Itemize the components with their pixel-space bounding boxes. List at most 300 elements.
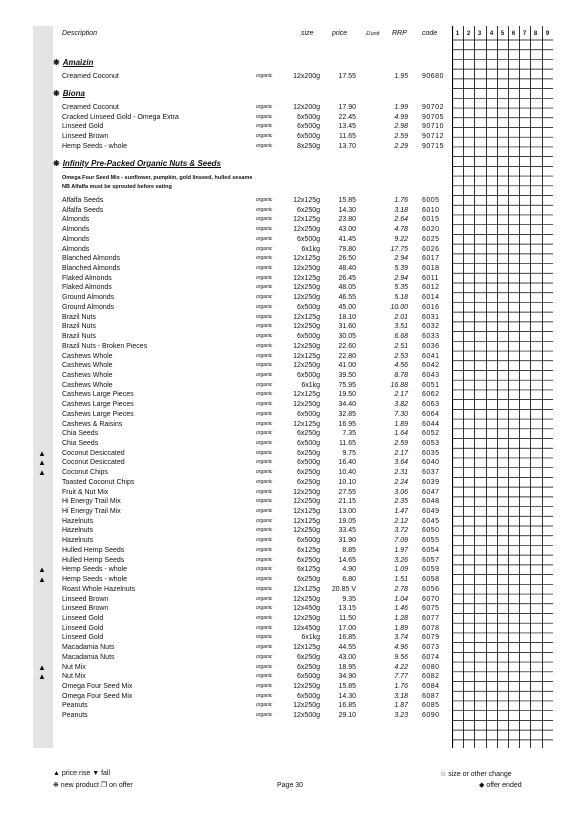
product-description: Cashews Whole [62, 352, 113, 360]
product-row[interactable] [0, 103, 585, 112]
organic-label: organic [256, 381, 273, 388]
product-code: 6042 [422, 362, 440, 370]
product-price: 79.80 [338, 245, 356, 253]
product-size: 6x250g [297, 469, 320, 477]
product-rrp: 2.12 [394, 517, 408, 525]
product-price: 7.35 [342, 430, 356, 438]
organic-label: organic [256, 702, 273, 709]
product-price: 30.05 [338, 333, 356, 341]
product-row[interactable] [0, 235, 585, 244]
product-description: Ground Almonds [62, 294, 115, 302]
product-rrp: 2.24 [394, 478, 408, 486]
product-code: 6052 [422, 430, 440, 438]
product-price: 13.15 [338, 605, 356, 613]
product-price: 22.80 [338, 352, 356, 360]
product-code: 6084 [422, 683, 440, 690]
product-price: 41.00 [338, 362, 356, 370]
product-price: 43.00 [338, 653, 356, 661]
product-description: Peanuts [62, 702, 88, 710]
product-code: 6064 [422, 410, 440, 418]
product-description: Cracked Linseed Gold - Omega Extra [62, 113, 179, 121]
product-code: 6051 [422, 381, 440, 389]
product-row[interactable] [0, 701, 585, 710]
organic-label: organic [256, 274, 273, 281]
product-size: 12x125g [293, 216, 320, 224]
product-size: 12x125g [293, 585, 320, 593]
organic-label: organic [256, 123, 273, 130]
product-description: Linseed Gold [62, 123, 104, 131]
product-row[interactable] [0, 206, 585, 215]
product-size: 12x250g [293, 595, 320, 603]
organic-label: organic [256, 644, 273, 651]
product-row[interactable] [0, 692, 585, 701]
product-size: 12x250g [293, 265, 320, 273]
product-row[interactable] [0, 682, 585, 691]
product-row[interactable] [0, 575, 585, 584]
product-rrp: 1.28 [394, 614, 408, 622]
product-description: Peanuts [62, 712, 88, 720]
product-description: Chia Seeds [62, 440, 99, 447]
organic-label: organic [256, 333, 273, 340]
product-rrp: 2.29 [394, 142, 408, 150]
order-column-1: 1 [455, 31, 460, 37]
product-price: 21.15 [338, 498, 356, 506]
product-rrp: 1.89 [394, 420, 408, 428]
product-code: 6015 [422, 216, 440, 224]
product-description: Blanched Almonds [62, 265, 120, 273]
product-size: 12x250g [293, 683, 320, 690]
product-code: 6049 [422, 508, 440, 516]
product-row[interactable] [0, 604, 585, 613]
page-number: Page 30 [277, 782, 304, 789]
product-rrp: 2.51 [394, 342, 408, 350]
product-code: 6031 [422, 313, 440, 321]
organic-label: organic [256, 683, 273, 689]
organic-label: organic [256, 303, 273, 310]
product-description: Hazelnuts [62, 527, 94, 535]
product-code: 6059 [422, 566, 440, 574]
product-description: Cashews & Raisins [62, 420, 123, 428]
price-rise-marker: ▲ [38, 458, 46, 468]
product-size: 6x250g [297, 206, 320, 214]
product-row[interactable] [0, 468, 585, 477]
product-price: 45.00 [338, 303, 356, 311]
product-row[interactable] [0, 283, 585, 292]
product-description: Linseed Gold [62, 614, 104, 622]
product-code: 6041 [422, 352, 440, 360]
product-size: 6x125g [297, 566, 320, 574]
product-rrp: 4.96 [394, 644, 408, 652]
product-code: 6016 [422, 303, 440, 311]
product-rrp: 9.22 [394, 235, 408, 243]
product-code: 6048 [422, 498, 440, 506]
product-row[interactable] [0, 215, 585, 224]
organic-label: organic [256, 517, 273, 524]
product-rrp: 2.53 [394, 352, 408, 360]
product-row[interactable] [0, 381, 585, 390]
product-description: Toasted Coconut Chips [62, 478, 135, 486]
product-rrp: 4.78 [394, 226, 408, 234]
product-description: Linseed Gold [62, 634, 104, 642]
product-size: 12x125g [293, 352, 320, 360]
product-price: 22.60 [338, 342, 356, 350]
product-row[interactable] [0, 653, 585, 662]
product-row[interactable] [0, 132, 585, 141]
organic-label: organic [256, 459, 273, 466]
product-rrp: 8.78 [394, 371, 408, 379]
header-description: Description [62, 30, 98, 37]
product-row[interactable] [0, 322, 585, 331]
product-description: Alfalfa Seeds [62, 206, 104, 214]
product-size: 12x125g [293, 644, 320, 652]
product-description: Hulled Hemp Seeds [62, 556, 125, 564]
product-size: 6x250g [297, 556, 320, 564]
product-row[interactable] [0, 429, 585, 438]
product-rrp: 7.77 [394, 673, 408, 681]
product-description: Ground Almonds [62, 303, 115, 311]
product-row[interactable] [0, 526, 585, 535]
product-code: 6045 [422, 517, 440, 525]
product-row[interactable] [0, 663, 585, 672]
product-price: 4.90 [342, 566, 356, 574]
product-price: 41.45 [338, 235, 356, 243]
product-rrp: 2.59 [394, 440, 408, 447]
note-alfalfa: NB Alfalfa must be sprouted before eating [62, 184, 172, 190]
product-rrp: 2.31 [394, 469, 408, 477]
product-size: 6x500g [297, 235, 320, 243]
product-size: 6x1kg [301, 634, 320, 642]
product-rrp: 1.87 [394, 702, 408, 710]
product-row[interactable] [0, 497, 585, 506]
product-row[interactable] [0, 122, 585, 131]
product-rrp: 1.89 [394, 624, 408, 632]
product-row[interactable] [0, 390, 585, 399]
product-description: Cashews Whole [62, 371, 113, 379]
organic-label: organic [256, 401, 273, 408]
organic-label: organic [256, 498, 273, 505]
product-description: Hemp Seeds - whole [62, 566, 127, 574]
product-row[interactable] [0, 293, 585, 302]
organic-label: organic [256, 546, 273, 553]
product-description: Hazelnuts [62, 517, 94, 525]
product-price: 19.05 [338, 517, 356, 525]
product-row[interactable] [0, 313, 585, 322]
organic-label: organic [256, 284, 273, 291]
product-size: 12x125g [293, 255, 320, 263]
organic-label: organic [256, 673, 273, 680]
product-row[interactable] [0, 478, 585, 487]
organic-label: organic [256, 614, 273, 621]
product-description: Cashews Large Pieces [62, 391, 134, 399]
order-column-2: 2 [466, 31, 471, 37]
organic-label: organic [256, 104, 273, 110]
product-row[interactable] [0, 711, 585, 720]
product-row[interactable] [0, 113, 585, 122]
product-description: Creamed Coconut [62, 73, 119, 80]
product-code: 6005 [422, 197, 440, 204]
product-row[interactable] [0, 507, 585, 516]
product-row[interactable] [0, 264, 585, 273]
legend-offer-ended: ◆ offer ended [479, 782, 522, 789]
product-code: 6057 [422, 556, 440, 564]
product-row[interactable] [0, 303, 585, 312]
product-price: 6.80 [342, 576, 356, 584]
product-row[interactable] [0, 585, 585, 594]
header-rrp: RRP [392, 30, 407, 37]
product-rrp: 7.09 [394, 537, 408, 545]
product-row[interactable] [0, 245, 585, 254]
order-column-3: 3 [477, 31, 482, 37]
product-rrp: 2.64 [394, 216, 408, 224]
product-description: Omega Four Seed Mix [62, 683, 133, 690]
order-column-7: 7 [522, 31, 527, 37]
product-row[interactable] [0, 449, 585, 458]
product-price: 10.40 [338, 469, 356, 477]
product-code: 90680 [422, 73, 444, 80]
product-size: 12x500g [293, 712, 320, 720]
product-price: 20.85 V [331, 585, 356, 593]
product-price: 33.45 [338, 527, 356, 535]
product-rrp: 1.95 [394, 73, 408, 80]
product-row[interactable] [0, 517, 585, 526]
product-description: Brazil Nuts [62, 323, 96, 331]
product-row[interactable] [0, 352, 585, 361]
product-price: 48.40 [338, 265, 356, 273]
product-row[interactable] [0, 420, 585, 429]
product-row[interactable] [0, 274, 585, 283]
product-rrp: 3.06 [394, 488, 408, 496]
product-row[interactable] [0, 225, 585, 234]
product-rrp: 2.01 [394, 313, 408, 321]
product-code: 6062 [422, 391, 440, 399]
organic-label: organic [256, 133, 273, 140]
product-code: 6070 [422, 595, 440, 603]
product-rrp: 4.56 [394, 362, 408, 370]
product-price: 31.60 [338, 323, 356, 331]
product-size: 12x250g [293, 226, 320, 234]
product-code: 6053 [422, 440, 440, 447]
product-code: 6018 [422, 265, 440, 273]
product-price: 46.55 [338, 294, 356, 302]
product-row[interactable] [0, 556, 585, 565]
product-code: 6056 [422, 585, 440, 593]
product-size: 12x250g [293, 702, 320, 710]
product-code: 6073 [422, 644, 440, 652]
product-size: 6x500g [297, 371, 320, 379]
note-omega-mix: Omega Four Seed Mix - sunflower, pumpkin, gold linseed, hulled sesame [62, 175, 253, 181]
product-row[interactable] [0, 342, 585, 351]
product-rrp: 6.68 [394, 333, 408, 341]
product-description: Brazil Nuts [62, 313, 96, 321]
product-price: 16.85 [338, 634, 356, 642]
price-rise-marker: ▲ [38, 672, 46, 682]
brand-heading-infinity: ❋ Infinity Pre-Packed Organic Nuts & Seeds [53, 159, 221, 168]
product-row[interactable] [0, 410, 585, 419]
product-size: 12x125g [293, 420, 320, 428]
organic-label: organic [256, 410, 273, 417]
product-description: Nut Mix [62, 673, 86, 681]
product-price: 17.00 [338, 624, 356, 632]
product-description: Hazelnuts [62, 537, 94, 545]
product-price: 48.05 [338, 284, 356, 292]
product-size: 6x250g [297, 449, 320, 457]
product-description: Macadamia Nuts [62, 653, 115, 661]
product-row[interactable] [0, 458, 585, 467]
organic-label: organic [256, 624, 273, 631]
organic-label: organic [256, 362, 273, 369]
product-row[interactable] [0, 643, 585, 652]
order-column-6: 6 [511, 31, 516, 37]
product-size: 6x1kg [301, 381, 320, 389]
product-rrp: 7.30 [394, 410, 408, 418]
header-code: code [422, 30, 438, 37]
organic-label: organic [256, 206, 273, 213]
product-size: 6x500g [297, 673, 320, 681]
product-rrp: 3.64 [394, 459, 408, 467]
product-code: 6077 [422, 614, 440, 622]
product-code: 6026 [422, 245, 440, 253]
organic-label: organic [256, 653, 273, 660]
product-description: Coconut Desiccated [62, 459, 125, 467]
product-row[interactable] [0, 196, 585, 205]
product-row[interactable] [0, 488, 585, 497]
product-size: 12x250g [293, 498, 320, 506]
product-description: Fruit & Nut Mix [62, 488, 109, 496]
product-row[interactable] [0, 371, 585, 380]
product-code: 6017 [422, 255, 440, 263]
product-rrp: 5.18 [394, 294, 408, 302]
organic-label: organic [256, 342, 273, 349]
organic-label: organic [256, 440, 273, 446]
order-column-8: 8 [533, 31, 538, 37]
product-size: 6x250g [297, 576, 320, 584]
product-row[interactable] [0, 633, 585, 642]
product-price: 34.40 [338, 401, 356, 409]
price-rise-marker: ▲ [38, 468, 46, 478]
product-description: Linseed Brown [62, 133, 109, 141]
product-price: 16.85 [338, 702, 356, 710]
product-size: 6x500g [297, 133, 320, 141]
product-rrp: 9.56 [394, 653, 408, 661]
product-code: 6047 [422, 488, 440, 496]
product-size: 6x1kg [301, 245, 320, 253]
product-description: Blanched Almonds [62, 255, 120, 263]
product-description: Brazil Nuts - Broken Pieces [62, 342, 148, 350]
product-rrp: 3.18 [394, 692, 408, 700]
product-rrp: 2.94 [394, 255, 408, 263]
product-code: 90715 [422, 142, 444, 150]
product-price: 26.50 [338, 255, 356, 263]
product-size: 12x250g [293, 362, 320, 370]
product-code: 6040 [422, 459, 440, 467]
product-rrp: 3.23 [394, 712, 408, 720]
product-rrp: 2.35 [394, 498, 408, 506]
product-description: Omega Four Seed Mix [62, 692, 133, 700]
product-rrp: 1.46 [394, 605, 408, 613]
product-description: Cashews Large Pieces [62, 410, 134, 418]
product-code: 6063 [422, 401, 440, 409]
organic-label: organic [256, 255, 273, 262]
organic-label: organic [256, 352, 273, 359]
product-size: 6x500g [297, 333, 320, 341]
product-price: 31.90 [338, 537, 356, 545]
organic-label: organic [256, 478, 273, 485]
product-description: Hi Energy Trail Mix [62, 508, 121, 516]
organic-label: organic [256, 294, 273, 301]
product-price: 18.95 [338, 663, 356, 671]
product-row[interactable] [0, 72, 585, 81]
product-code: 6043 [422, 371, 440, 379]
product-code: 6020 [422, 226, 440, 234]
product-row[interactable] [0, 624, 585, 633]
product-rrp: 2.17 [394, 449, 408, 457]
product-row[interactable] [0, 439, 585, 448]
product-rrp: 2.98 [394, 123, 408, 131]
product-code: 90710 [422, 123, 444, 131]
product-size: 6x250g [297, 653, 320, 661]
product-row[interactable] [0, 536, 585, 545]
product-price: 8.85 [342, 546, 356, 554]
organic-label: organic [256, 420, 273, 427]
product-description: Cashews Whole [62, 362, 113, 370]
product-row[interactable] [0, 332, 585, 341]
product-price: 19.50 [338, 391, 356, 399]
organic-label: organic [256, 527, 273, 534]
legend-size-change: ☆ size or other change [440, 771, 512, 778]
product-row[interactable] [0, 142, 585, 151]
legend-price-change: ▲ price rise ▼ fall [53, 770, 111, 777]
product-rrp: 1.76 [394, 197, 408, 204]
product-row[interactable] [0, 595, 585, 604]
product-description: Almonds [62, 216, 90, 224]
product-code: 6050 [422, 527, 440, 535]
product-code: 6054 [422, 546, 440, 554]
product-row[interactable] [0, 614, 585, 623]
product-row[interactable] [0, 361, 585, 370]
product-row[interactable] [0, 254, 585, 263]
organic-label: organic [256, 323, 273, 330]
product-size: 12x250g [293, 294, 320, 302]
product-size: 12x200g [293, 104, 320, 111]
organic-label: organic [256, 391, 273, 398]
product-size: 12x200g [293, 73, 320, 80]
product-size: 12x450g [293, 624, 320, 632]
product-description: Hi Energy Trail Mix [62, 498, 121, 506]
organic-label: organic [256, 556, 273, 563]
product-price: 14.65 [338, 556, 356, 564]
product-rrp: 3.51 [394, 323, 408, 331]
product-row[interactable] [0, 546, 585, 555]
product-size: 12x125g [293, 313, 320, 321]
product-code: 6033 [422, 333, 440, 341]
organic-label: organic [256, 142, 273, 149]
product-row[interactable] [0, 400, 585, 409]
organic-label: organic [256, 712, 273, 719]
header-price: price [332, 30, 348, 37]
product-row[interactable] [0, 565, 585, 574]
product-price: 22.45 [338, 113, 356, 121]
price-rise-marker: ▲ [38, 448, 46, 458]
product-price: 11.50 [339, 614, 356, 622]
product-description: Hemp Seeds - whole [62, 142, 127, 150]
product-code: 6090 [422, 712, 440, 720]
product-description: Macadamia Nuts [62, 644, 115, 652]
product-code: 6039 [422, 478, 440, 486]
product-rrp: 1.76 [394, 683, 408, 690]
product-row[interactable] [0, 672, 585, 681]
product-code: 6080 [422, 663, 440, 671]
product-size: 12x250g [293, 342, 320, 350]
